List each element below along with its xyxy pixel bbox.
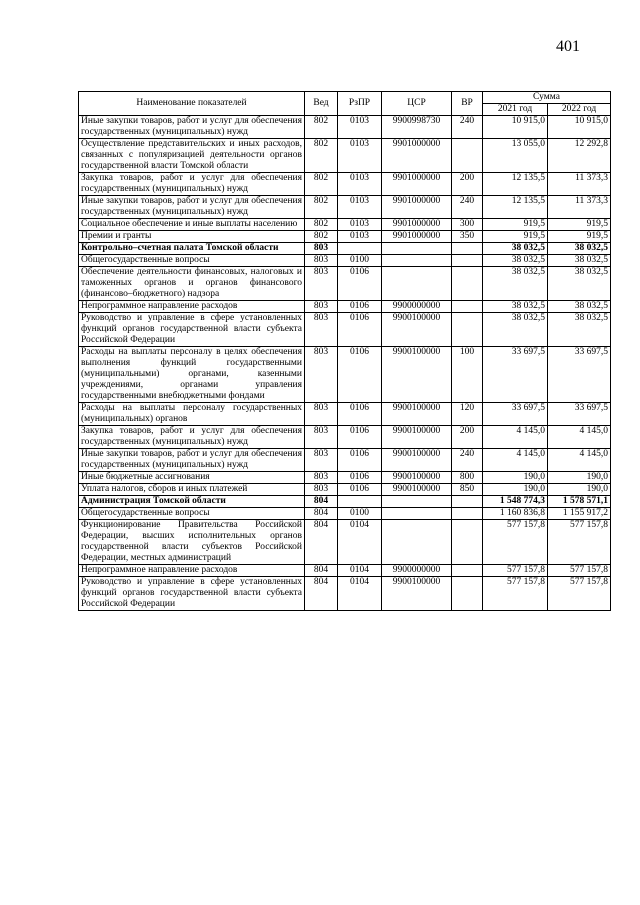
cell-ved: 804 <box>305 496 338 508</box>
cell-sum-2021: 190,0 <box>483 484 548 496</box>
cell-sum-2021: 33 697,5 <box>483 403 548 426</box>
cell-csr: 9901000000 <box>382 139 452 173</box>
cell-sum-2022: 33 697,5 <box>548 347 611 403</box>
cell-vr: 240 <box>452 449 483 472</box>
cell-name: Руководство и управление в сфере установленных функций органов государственной власти субъекта Российской Федерации <box>79 577 305 611</box>
cell-rzpr: 0106 <box>338 449 382 472</box>
cell-name: Иные закупки товаров, работ и услуг для обеспечения государственных (муниципальных) нужд <box>79 449 305 472</box>
cell-sum-2021: 12 135,5 <box>483 173 548 196</box>
cell-rzpr: 0104 <box>338 565 382 577</box>
cell-ved: 803 <box>305 472 338 484</box>
cell-sum-2021: 33 697,5 <box>483 347 548 403</box>
cell-sum-2022: 919,5 <box>548 219 611 231</box>
table-row <box>79 173 611 196</box>
cell-name: Иные закупки товаров, работ и услуг для обеспечения государственных (муниципальных) нужд <box>79 116 305 139</box>
cell-csr: 9900100000 <box>382 449 452 472</box>
cell-sum-2022: 38 032,5 <box>548 313 611 347</box>
budget-table <box>78 91 611 611</box>
cell-sum-2021: 190,0 <box>483 472 548 484</box>
cell-sum-2021: 577 157,8 <box>483 577 548 611</box>
cell-sum-2022: 4 145,0 <box>548 426 611 449</box>
table-row <box>79 267 611 301</box>
cell-rzpr: 0106 <box>338 426 382 449</box>
table-row <box>79 255 611 267</box>
table-row <box>79 403 611 426</box>
table-row <box>79 577 611 611</box>
table-row <box>79 219 611 231</box>
cell-sum-2022: 190,0 <box>548 472 611 484</box>
cell-csr: 9900998730 <box>382 116 452 139</box>
cell-rzpr <box>338 496 382 508</box>
cell-vr <box>452 267 483 301</box>
cell-sum-2022: 919,5 <box>548 231 611 243</box>
cell-csr <box>382 520 452 565</box>
cell-csr <box>382 243 452 255</box>
cell-sum-2022: 38 032,5 <box>548 267 611 301</box>
cell-sum-2022: 577 157,8 <box>548 577 611 611</box>
table-row <box>79 139 611 173</box>
table-row <box>79 243 611 255</box>
cell-sum-2021: 4 145,0 <box>483 426 548 449</box>
cell-rzpr: 0106 <box>338 472 382 484</box>
cell-sum-2021: 13 055,0 <box>483 139 548 173</box>
cell-vr: 800 <box>452 472 483 484</box>
cell-name: Администрация Томской области <box>79 496 305 508</box>
cell-vr: 200 <box>452 426 483 449</box>
cell-vr: 850 <box>452 484 483 496</box>
cell-csr: 9900000000 <box>382 565 452 577</box>
cell-vr <box>452 496 483 508</box>
table-body <box>79 116 611 611</box>
cell-name: Руководство и управление в сфере установленных функций органов государственной власти субъекта Российской Федерации <box>79 313 305 347</box>
cell-sum-2022: 1 578 571,1 <box>548 496 611 508</box>
cell-rzpr: 0106 <box>338 313 382 347</box>
cell-rzpr: 0103 <box>338 196 382 219</box>
cell-name: Расходы на выплаты персоналу в целях обеспечения выполнения функций государственными (муниципальными) органами, казенными учреждениями, органами управления государственными внебюджетными фондами <box>79 347 305 403</box>
cell-name: Непрограммное направление расходов <box>79 301 305 313</box>
cell-ved: 802 <box>305 139 338 173</box>
cell-vr: 100 <box>452 347 483 403</box>
cell-sum-2021: 1 160 836,8 <box>483 508 548 520</box>
header-rzpr: РзПР <box>338 92 382 116</box>
cell-csr <box>382 508 452 520</box>
cell-sum-2021: 38 032,5 <box>483 243 548 255</box>
cell-sum-2022: 38 032,5 <box>548 301 611 313</box>
cell-vr <box>452 139 483 173</box>
cell-sum-2022: 1 155 917,2 <box>548 508 611 520</box>
cell-ved: 803 <box>305 243 338 255</box>
cell-csr <box>382 255 452 267</box>
cell-sum-2022: 10 915,0 <box>548 116 611 139</box>
cell-sum-2021: 4 145,0 <box>483 449 548 472</box>
cell-rzpr: 0103 <box>338 219 382 231</box>
cell-rzpr: 0106 <box>338 301 382 313</box>
cell-rzpr: 0103 <box>338 173 382 196</box>
cell-rzpr: 0106 <box>338 403 382 426</box>
cell-sum-2021: 1 548 774,3 <box>483 496 548 508</box>
header-2021: 2021 год <box>483 104 548 116</box>
cell-ved: 803 <box>305 403 338 426</box>
cell-vr <box>452 255 483 267</box>
cell-name: Иные бюджетные ассигнования <box>79 472 305 484</box>
cell-vr: 350 <box>452 231 483 243</box>
table-row <box>79 508 611 520</box>
table-row <box>79 484 611 496</box>
cell-name: Премии и гранты <box>79 231 305 243</box>
cell-name: Обеспечение деятельности финансовых, налоговых и таможенных органов и органов финансового (финансово–бюджетного) надзора <box>79 267 305 301</box>
cell-csr: 9900100000 <box>382 484 452 496</box>
cell-ved: 804 <box>305 577 338 611</box>
cell-csr: 9900000000 <box>382 301 452 313</box>
cell-sum-2021: 10 915,0 <box>483 116 548 139</box>
cell-ved: 802 <box>305 116 338 139</box>
table-row <box>79 301 611 313</box>
cell-sum-2022: 11 373,3 <box>548 173 611 196</box>
cell-sum-2022: 4 145,0 <box>548 449 611 472</box>
cell-csr: 9901000000 <box>382 196 452 219</box>
cell-vr: 240 <box>452 116 483 139</box>
table-row <box>79 231 611 243</box>
cell-name: Непрограммное направление расходов <box>79 565 305 577</box>
cell-ved: 803 <box>305 301 338 313</box>
table-row <box>79 347 611 403</box>
cell-ved: 803 <box>305 484 338 496</box>
cell-csr: 9900100000 <box>382 577 452 611</box>
cell-name: Закупка товаров, работ и услуг для обеспечения государственных (муниципальных) нужд <box>79 426 305 449</box>
cell-rzpr: 0100 <box>338 255 382 267</box>
cell-ved: 802 <box>305 173 338 196</box>
header-ved: Вед <box>305 92 338 116</box>
cell-name: Функционирование Правительства Российской Федерации, высших исполнительных органов государственной власти субъектов Российской Федерации, местных администраций <box>79 520 305 565</box>
cell-csr: 9900100000 <box>382 426 452 449</box>
cell-sum-2022: 577 157,8 <box>548 520 611 565</box>
cell-sum-2021: 38 032,5 <box>483 267 548 301</box>
page-number: 401 <box>556 38 580 55</box>
cell-vr <box>452 313 483 347</box>
cell-rzpr: 0104 <box>338 577 382 611</box>
cell-sum-2022: 577 157,8 <box>548 565 611 577</box>
table-row <box>79 116 611 139</box>
cell-rzpr: 0106 <box>338 267 382 301</box>
cell-sum-2021: 919,5 <box>483 219 548 231</box>
cell-csr: 9900100000 <box>382 472 452 484</box>
cell-csr: 9901000000 <box>382 231 452 243</box>
table-row <box>79 565 611 577</box>
table-row <box>79 426 611 449</box>
cell-vr <box>452 577 483 611</box>
cell-rzpr: 0106 <box>338 347 382 403</box>
cell-name: Социальное обеспечение и иные выплаты населению <box>79 219 305 231</box>
cell-sum-2022: 190,0 <box>548 484 611 496</box>
cell-sum-2022: 38 032,5 <box>548 243 611 255</box>
header-sum: Сумма <box>483 92 611 104</box>
header-vr: ВР <box>452 92 483 116</box>
cell-vr <box>452 243 483 255</box>
cell-csr: 9901000000 <box>382 219 452 231</box>
cell-ved: 802 <box>305 231 338 243</box>
cell-ved: 802 <box>305 196 338 219</box>
cell-ved: 804 <box>305 520 338 565</box>
cell-sum-2022: 11 373,3 <box>548 196 611 219</box>
cell-csr: 9900100000 <box>382 347 452 403</box>
cell-name: Общегосударственные вопросы <box>79 255 305 267</box>
cell-sum-2022: 12 292,8 <box>548 139 611 173</box>
cell-rzpr: 0103 <box>338 139 382 173</box>
cell-name: Общегосударственные вопросы <box>79 508 305 520</box>
table-row <box>79 472 611 484</box>
cell-rzpr <box>338 243 382 255</box>
cell-vr: 300 <box>452 219 483 231</box>
cell-csr: 9900100000 <box>382 313 452 347</box>
cell-vr <box>452 520 483 565</box>
cell-rzpr: 0103 <box>338 116 382 139</box>
cell-vr: 200 <box>452 173 483 196</box>
cell-csr: 9901000000 <box>382 173 452 196</box>
cell-sum-2022: 38 032,5 <box>548 255 611 267</box>
cell-sum-2021: 38 032,5 <box>483 255 548 267</box>
cell-name: Закупка товаров, работ и услуг для обеспечения государственных (муниципальных) нужд <box>79 173 305 196</box>
table-row <box>79 313 611 347</box>
cell-vr <box>452 508 483 520</box>
cell-csr <box>382 496 452 508</box>
table-row <box>79 520 611 565</box>
cell-name: Уплата налогов, сборов и иных платежей <box>79 484 305 496</box>
cell-ved: 804 <box>305 508 338 520</box>
cell-name: Осуществление представительских и иных расходов, связанных с популяризацией деятельности органов государственной власти Томской области <box>79 139 305 173</box>
cell-sum-2021: 38 032,5 <box>483 301 548 313</box>
table-row <box>79 496 611 508</box>
cell-rzpr: 0106 <box>338 484 382 496</box>
cell-ved: 803 <box>305 347 338 403</box>
cell-sum-2022: 33 697,5 <box>548 403 611 426</box>
header-csr: ЦСР <box>382 92 452 116</box>
cell-name: Иные закупки товаров, работ и услуг для обеспечения государственных (муниципальных) нужд <box>79 196 305 219</box>
cell-sum-2021: 12 135,5 <box>483 196 548 219</box>
cell-ved: 803 <box>305 255 338 267</box>
table-row <box>79 196 611 219</box>
cell-rzpr: 0103 <box>338 231 382 243</box>
cell-ved: 804 <box>305 565 338 577</box>
cell-sum-2021: 577 157,8 <box>483 520 548 565</box>
cell-vr <box>452 301 483 313</box>
cell-rzpr: 0104 <box>338 520 382 565</box>
cell-vr: 120 <box>452 403 483 426</box>
header-2022: 2022 год <box>548 104 611 116</box>
cell-ved: 803 <box>305 449 338 472</box>
header-name: Наименование показателей <box>79 92 305 116</box>
cell-vr: 240 <box>452 196 483 219</box>
cell-name: Контрольно–счетная палата Томской области <box>79 243 305 255</box>
cell-sum-2021: 919,5 <box>483 231 548 243</box>
cell-ved: 803 <box>305 267 338 301</box>
cell-csr <box>382 267 452 301</box>
cell-ved: 803 <box>305 426 338 449</box>
cell-ved: 802 <box>305 219 338 231</box>
cell-rzpr: 0100 <box>338 508 382 520</box>
table-row <box>79 449 611 472</box>
cell-vr <box>452 565 483 577</box>
cell-name: Расходы на выплаты персоналу государственных (муниципальных) органов <box>79 403 305 426</box>
cell-sum-2021: 577 157,8 <box>483 565 548 577</box>
cell-csr: 9900100000 <box>382 403 452 426</box>
cell-sum-2021: 38 032,5 <box>483 313 548 347</box>
cell-ved: 803 <box>305 313 338 347</box>
